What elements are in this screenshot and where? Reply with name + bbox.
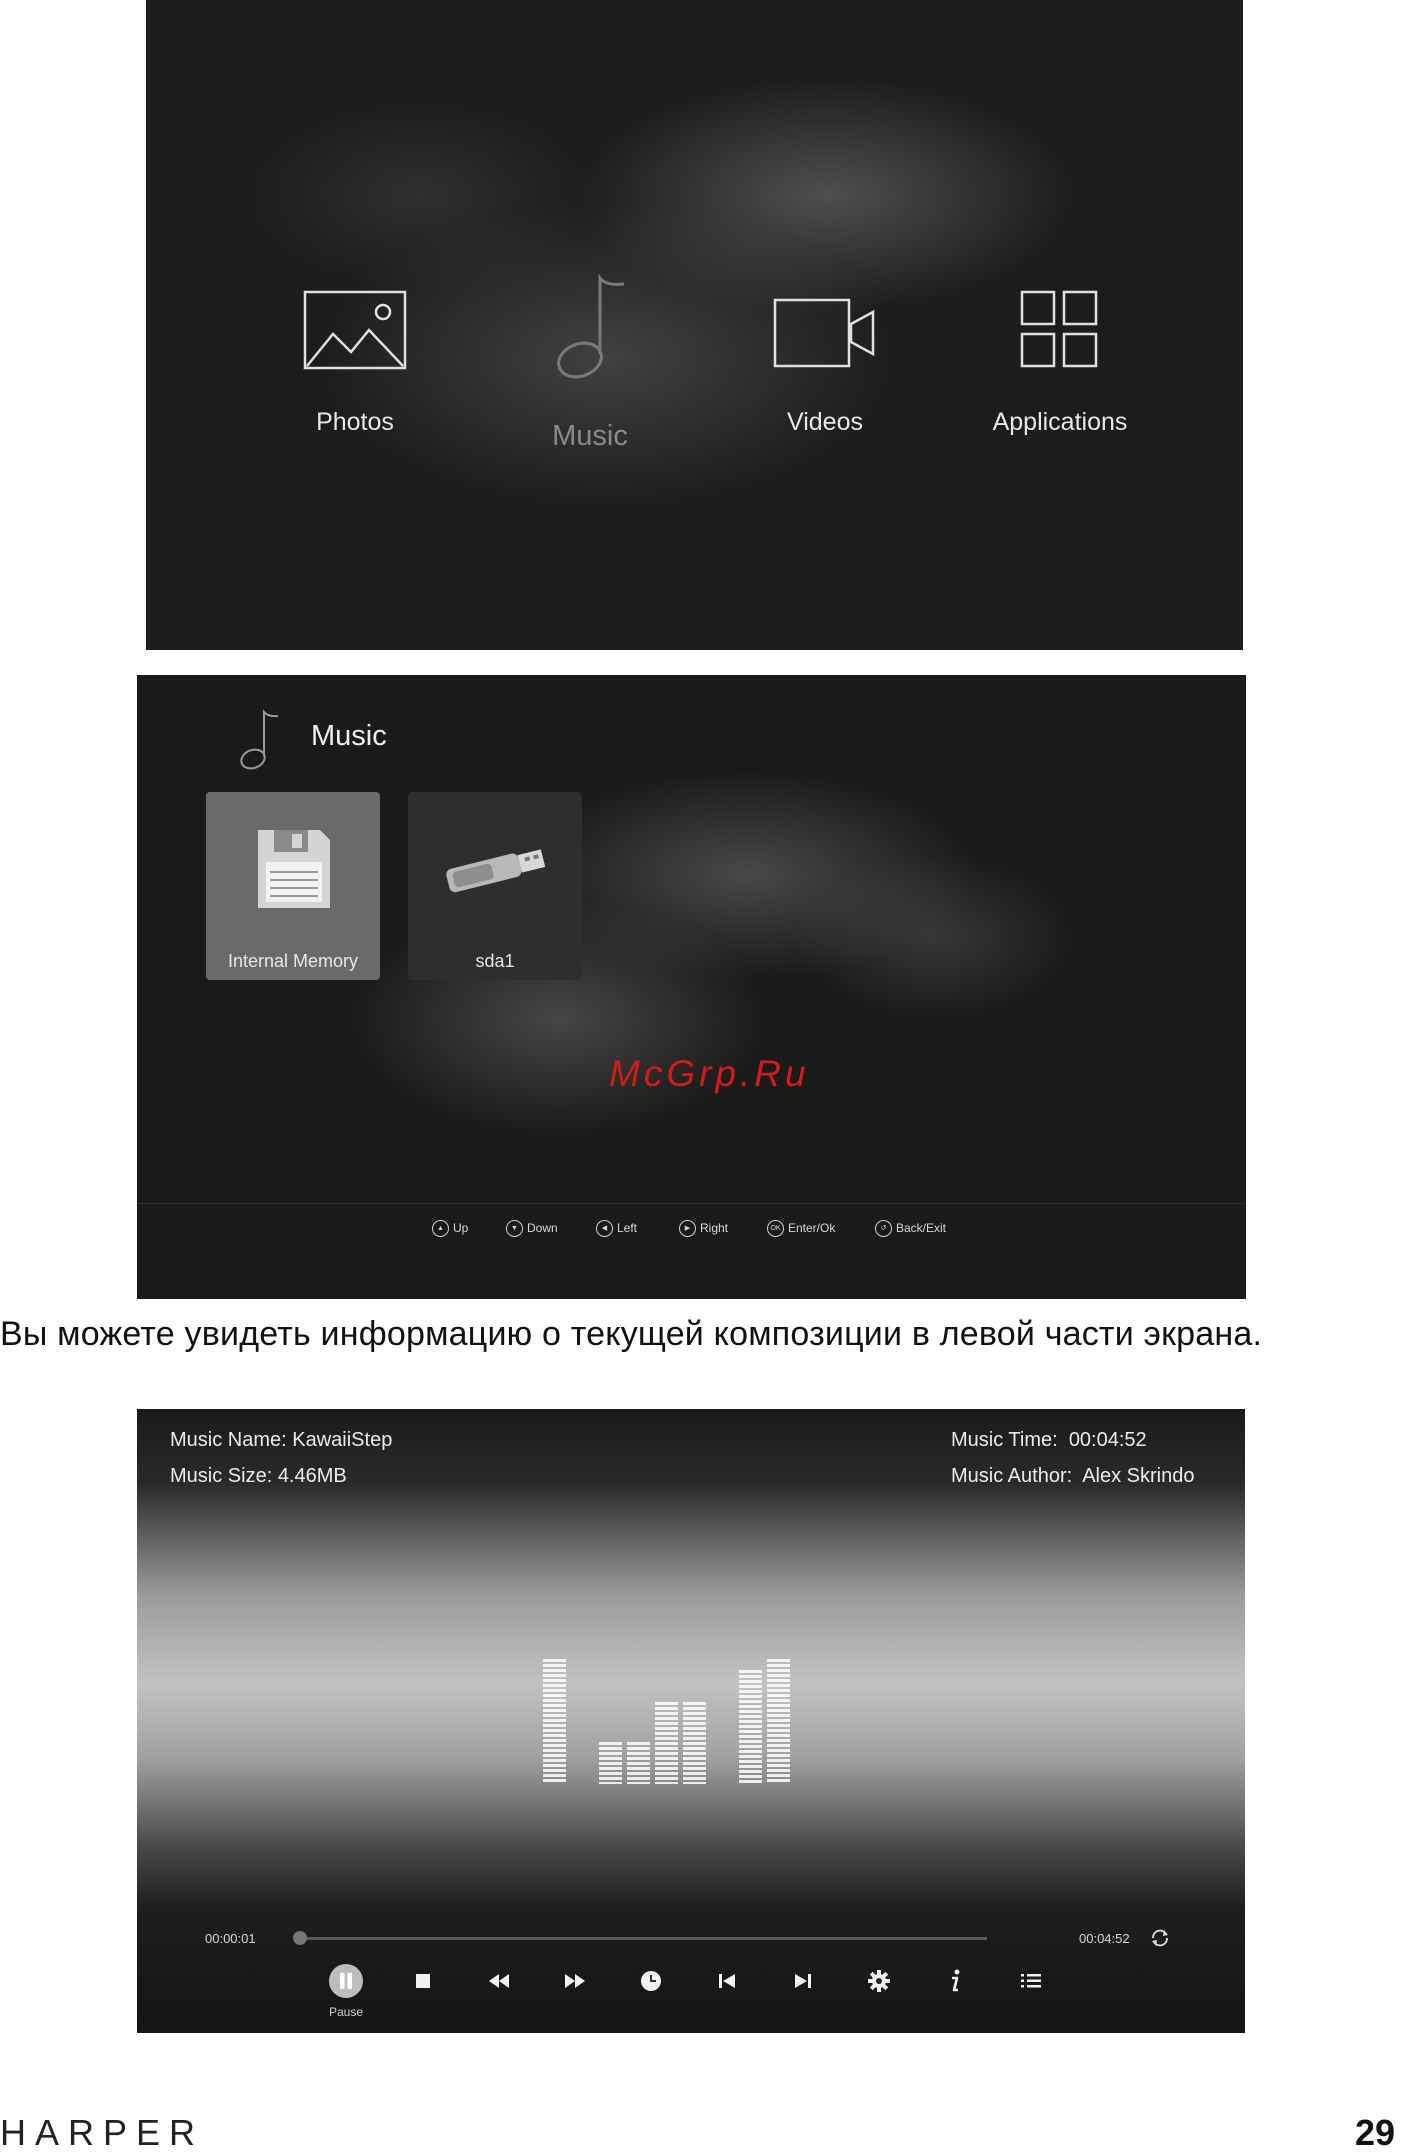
info-button[interactable] bbox=[937, 1963, 973, 1999]
home-menu-screen bbox=[146, 0, 1243, 650]
equalizer-bar bbox=[655, 1702, 678, 1784]
hint-label: Left bbox=[617, 1221, 638, 1235]
right-arrow-icon: ▶ bbox=[679, 1220, 696, 1237]
music-player-screen bbox=[137, 1409, 1245, 2033]
hint-label: Enter/Ok bbox=[788, 1221, 836, 1235]
hint-right bbox=[679, 1216, 728, 1240]
menu-label-music: Music bbox=[552, 420, 628, 452]
hint-enter bbox=[767, 1216, 835, 1240]
total-time: 00:04:52 bbox=[1079, 1931, 1130, 1946]
menu-item-applications[interactable] bbox=[950, 290, 1170, 437]
progress-track[interactable] bbox=[297, 1937, 987, 1940]
app-grid-icon bbox=[1020, 290, 1100, 370]
watermark: McGrp.Ru bbox=[609, 1053, 810, 1094]
menu-label-photos: Photos bbox=[316, 408, 394, 436]
music-note-icon bbox=[550, 272, 630, 382]
pause-label: Pause bbox=[328, 2005, 364, 2019]
playlist-button[interactable] bbox=[1013, 1963, 1049, 1999]
source-tile-sda1[interactable] bbox=[408, 792, 582, 980]
page-title: Music bbox=[311, 720, 387, 752]
equalizer-bar bbox=[599, 1742, 622, 1784]
music-browser-screen bbox=[137, 675, 1246, 1299]
menu-item-videos[interactable] bbox=[715, 298, 935, 437]
hint-label: Right bbox=[700, 1221, 729, 1235]
settings-icon bbox=[868, 1970, 890, 1992]
hint-label: Up bbox=[453, 1221, 469, 1235]
music-time-value: 00:04:52 bbox=[1068, 1429, 1147, 1451]
music-size-label: Music Size: bbox=[170, 1465, 273, 1487]
hint-up bbox=[432, 1216, 468, 1240]
equalizer-bar bbox=[627, 1742, 650, 1784]
stop-icon bbox=[414, 1972, 432, 1990]
equalizer-bar bbox=[683, 1702, 706, 1784]
photos-icon bbox=[303, 290, 407, 370]
previous-track-icon bbox=[717, 1972, 737, 1990]
stop-button[interactable] bbox=[405, 1963, 441, 1999]
settings-button[interactable] bbox=[861, 1963, 897, 1999]
music-author-value: Alex Skrindo bbox=[1082, 1465, 1195, 1487]
source-label-sda1: sda1 bbox=[475, 951, 515, 971]
up-arrow-icon: ▲ bbox=[432, 1220, 449, 1237]
floppy-disk-icon bbox=[254, 828, 332, 910]
music-name-value: KawaiiStep bbox=[292, 1429, 393, 1451]
info-icon bbox=[948, 1969, 962, 1993]
ok-button-icon: OK bbox=[767, 1220, 784, 1237]
music-author-label: Music Author: bbox=[951, 1465, 1073, 1487]
equalizer-bar bbox=[543, 1659, 566, 1784]
video-camera-icon bbox=[773, 298, 877, 370]
pause-button[interactable] bbox=[328, 1963, 364, 1999]
repeat-icon[interactable] bbox=[1149, 1927, 1171, 1949]
page-number: 29 bbox=[1355, 2112, 1396, 2153]
hint-label: Down bbox=[527, 1221, 558, 1235]
elapsed-time: 00:00:01 bbox=[205, 1931, 256, 1946]
hint-back bbox=[875, 1216, 946, 1240]
music-note-icon bbox=[236, 708, 282, 772]
music-size-value: 4.46MB bbox=[277, 1465, 347, 1487]
music-name-label: Music Name: bbox=[170, 1429, 287, 1451]
rewind-button[interactable] bbox=[481, 1963, 517, 1999]
previous-track-button[interactable] bbox=[709, 1963, 745, 1999]
equalizer-bar bbox=[767, 1659, 790, 1784]
hint-label: Back/Exit bbox=[896, 1221, 947, 1235]
usb-drive-icon bbox=[438, 840, 552, 896]
equalizer-bar bbox=[739, 1670, 762, 1784]
menu-label-applications: Applications bbox=[992, 408, 1128, 436]
progress-knob[interactable] bbox=[293, 1931, 307, 1945]
back-icon: ↺ bbox=[875, 1220, 892, 1237]
hint-divider bbox=[137, 1203, 1246, 1204]
rewind-icon bbox=[487, 1972, 511, 1990]
sleep-timer-button[interactable] bbox=[633, 1963, 669, 1999]
hint-left bbox=[596, 1216, 637, 1240]
down-arrow-icon: ▼ bbox=[506, 1220, 523, 1237]
next-track-button[interactable] bbox=[785, 1963, 821, 1999]
left-arrow-icon: ◀ bbox=[596, 1220, 613, 1237]
menu-item-photos[interactable] bbox=[245, 290, 465, 437]
menu-item-music[interactable] bbox=[480, 272, 700, 453]
music-time-label: Music Time: bbox=[951, 1429, 1058, 1451]
source-tile-internal-memory[interactable] bbox=[206, 792, 380, 980]
pause-icon bbox=[328, 1963, 364, 1999]
brand-logo: HARPER bbox=[0, 2112, 205, 2153]
caption-text: Вы можете увидеть информацию о текущей композиции в левой части экрана. bbox=[0, 1315, 1263, 1353]
fast-forward-icon bbox=[563, 1972, 587, 1990]
hint-down bbox=[506, 1216, 558, 1240]
menu-label-videos: Videos bbox=[787, 408, 863, 436]
next-track-icon bbox=[793, 1972, 813, 1990]
clock-icon bbox=[640, 1970, 662, 1992]
source-label-internal-memory: Internal Memory bbox=[227, 951, 359, 971]
playlist-icon bbox=[1020, 1972, 1042, 1990]
fast-forward-button[interactable] bbox=[557, 1963, 593, 1999]
